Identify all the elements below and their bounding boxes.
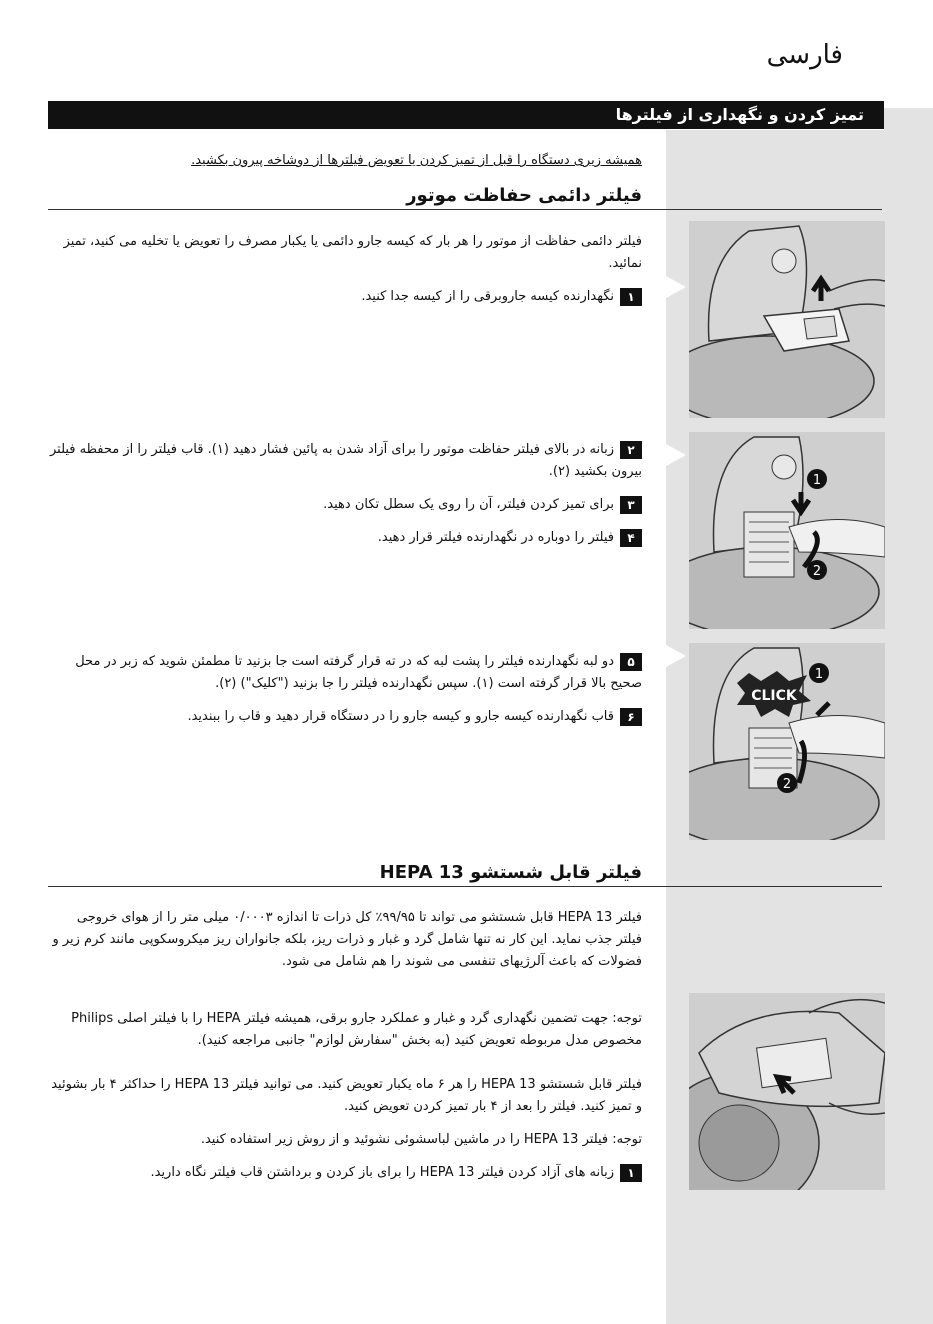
vacuum-illustration bbox=[689, 432, 885, 629]
step-number: ۵ bbox=[620, 653, 642, 671]
step-number: ۱ bbox=[620, 288, 642, 306]
divider bbox=[48, 209, 882, 210]
step-text: زبانه در بالای فیلتر حفاظت موتور را برای آزاد شدن به پائین فشار دهید (۱). قاب فیلتر را از محفظه فیلتر بیرون بکشید (۲). bbox=[49, 442, 642, 479]
step-text: زبانه های آزاد کردن فیلتر HEPA 13 را برای باز کردن و برداشتن قاب فیلتر نگاه دارید. bbox=[150, 1165, 614, 1180]
step-number: ۲ bbox=[620, 441, 642, 459]
step-text: نگهدارنده کیسه جاروبرقی را از کیسه جدا کنید. bbox=[361, 289, 614, 304]
section1-heading: فیلتر دائمی حفاظت موتور bbox=[406, 185, 642, 206]
vacuum-illustration bbox=[689, 643, 885, 840]
divider bbox=[48, 886, 882, 887]
figure-remove-bag-holder bbox=[689, 221, 885, 418]
badge-1: 1 bbox=[812, 473, 822, 488]
vacuum-illustration bbox=[689, 221, 885, 418]
vacuum-illustration bbox=[689, 993, 885, 1190]
badge-2: 2 bbox=[812, 564, 822, 579]
step-1 bbox=[48, 286, 642, 308]
figure-hepa-filter bbox=[689, 993, 885, 1190]
step-number: ۶ bbox=[620, 708, 642, 726]
click-label: CLICK bbox=[751, 688, 797, 704]
note-3: توجه: فیلتر HEPA 13 را در ماشین لباسشوئی نشوئید و از روش زیر استفاده کنید. bbox=[200, 1132, 642, 1147]
figure-remove-filter bbox=[689, 432, 885, 629]
step-text: برای تمیز کردن فیلتر، آن را روی یک سطل تکان دهید. bbox=[323, 497, 614, 512]
step-3 bbox=[48, 494, 642, 516]
section2-paragraph: فیلتر HEPA 13 قابل شستشو می تواند تا ۹۹/۹۵٪ کل ذرات تا اندازه ۰/۰۰۰۳ میلی متر را از هوای خروجی فیلتر جذب نماید. این کار نه تنها شامل گرد و غبار و ذرات ریز، بلکه جانواران ریز میکروسکوپی مانند کرم زیر و فضولات که باعث آلرژیهای تنفسی می شوند را هم شامل می شود. bbox=[52, 910, 642, 969]
step-5 bbox=[48, 651, 642, 695]
step-text: دو لبه نگهدارنده فیلتر را پشت لبه که در ته قرار گرفته است جا بزنید تا مطمئن شوید که زبر در محل صحیح بالا قرار گرفته است (۱). سپس نگهدارنده فیلتر را جا بزنید ("کلیک") (۲). bbox=[75, 654, 642, 691]
figure-insert-filter bbox=[689, 643, 885, 840]
section2-heading: فیلتر قابل شستشو HEPA 13 bbox=[379, 862, 642, 883]
side-tab bbox=[884, 108, 933, 1324]
intro-note: همیشه زیری دستگاه را قبل از تمیز کردن یا تعویض فیلترها از دوشاخه پیرون بکشید. bbox=[191, 153, 642, 168]
step-6 bbox=[48, 706, 642, 728]
note-2: فیلتر قابل شستشو HEPA 13 را هر ۶ ماه یکبار تعویض کنید. می توانید فیلتر HEPA 13 را حداکثر ۴ بار بشوئید و تمیز کنید. فیلتر را بعد از ۴ بار تمیز کردن تعویض کنید. bbox=[51, 1077, 642, 1114]
badge-2: 2 bbox=[782, 777, 792, 792]
note-1: توجه: جهت تضمین نگهداری گرد و غبار و عملکرد جارو برقی، همیشه فیلتر HEPA را با فیلتر اصلی Philips مخصوص مدل مربوطه تعویض کنید (به بخش "سفارش لوازم" جانبی مراجعه کنید). bbox=[71, 1011, 642, 1048]
step-number: ۴ bbox=[620, 529, 642, 547]
step-text: قاب نگهدارنده کیسه جارو و کیسه جارو را در دستگاه قرار دهید و قاب را ببندید. bbox=[187, 709, 614, 724]
step-number: ۳ bbox=[620, 496, 642, 514]
section2-step-1 bbox=[48, 1162, 642, 1184]
figure-pointer bbox=[666, 276, 686, 298]
section-banner: تمیز کردن و نگهداری از فیلترها bbox=[48, 101, 884, 129]
figure-pointer bbox=[666, 444, 686, 466]
step-number: ۱ bbox=[620, 1164, 642, 1182]
figure-pointer bbox=[666, 645, 686, 667]
badge-1: 1 bbox=[814, 667, 824, 682]
language-label: فارسی bbox=[766, 40, 843, 70]
step-4 bbox=[48, 527, 642, 549]
step-2 bbox=[48, 439, 642, 483]
step-text: فیلتر را دوباره در نگهدارنده فیلتر قرار دهید. bbox=[377, 530, 614, 545]
section1-paragraph: فیلتر دائمی حفاظت از موتور را هر بار که کیسه جارو دائمی یا یکبار مصرف را تعویض یا تخلیه می کنید، تمیز نمائید. bbox=[63, 234, 642, 271]
